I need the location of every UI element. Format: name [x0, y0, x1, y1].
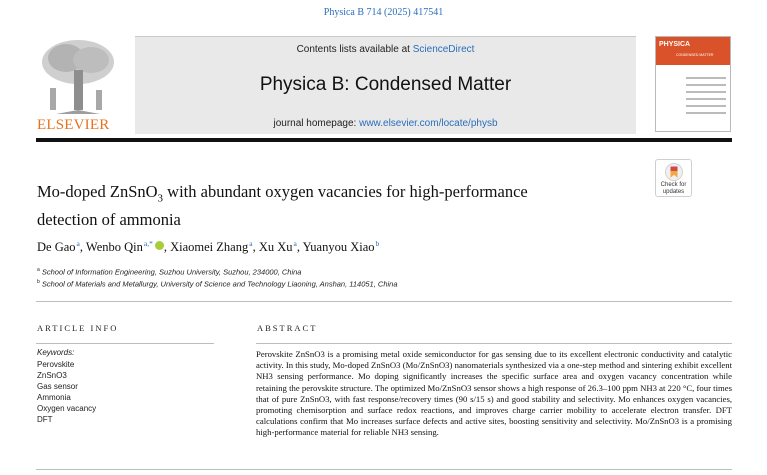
author-name[interactable]: Xiaomei Zhang: [170, 240, 249, 255]
bookmark-icon: [665, 163, 683, 181]
author-affiliation-mark[interactable]: b: [375, 239, 380, 248]
homepage-prefix: journal homepage:: [273, 118, 360, 129]
keyword-item: Perovskite: [37, 360, 75, 369]
cover-title: PHYSICA: [659, 41, 691, 48]
keyword-item: Ammonia: [37, 393, 71, 402]
cover-contents: [686, 77, 726, 119]
keyword-item: DFT: [37, 415, 53, 424]
article-info-rule: [36, 343, 214, 344]
author-affiliation-mark[interactable]: a,*: [143, 239, 153, 248]
journal-cover-thumbnail[interactable]: [655, 36, 731, 132]
orcid-icon[interactable]: [155, 241, 164, 250]
section-divider: [36, 301, 732, 302]
check-for-updates-label: Check for updates: [660, 182, 687, 195]
cover-subtitle: CONDENSED MATTER: [676, 53, 714, 57]
abstract-heading: ABSTRACT: [257, 323, 318, 333]
affiliation-b: $^b$ School of Materials and Metallurgy, University of Science and Technology Liaoning, Anshan, 114051, China: [37, 279, 398, 289]
bottom-divider: [36, 469, 732, 470]
keyword-item: ZnSnO3: [37, 371, 67, 380]
check-for-updates-button[interactable]: [655, 159, 692, 197]
contents-line: [135, 44, 636, 55]
homepage-line: [135, 118, 636, 129]
elsevier-tree-icon: [36, 38, 118, 116]
sciencedirect-link[interactable]: ScienceDirect: [412, 44, 475, 55]
elsevier-wordmark: ELSEVIER: [37, 117, 110, 133]
elsevier-logo[interactable]: [36, 38, 118, 134]
abstract-rule: [256, 343, 732, 344]
author-list: De Gao$^a$, Wenbo Qin$^{a,*}$ , Xiaomei Zhang$^a$, Xu Xu$^a$, Yuanyou Xiao$^b$: [37, 239, 380, 255]
affiliation-a: $^a$ School of Information Engineering, Suzhou University, Suzhou, 234000, China: [37, 267, 302, 277]
keyword-item: Gas sensor: [37, 382, 78, 391]
author-name[interactable]: Wenbo Qin: [85, 240, 143, 255]
keyword-item: Oxygen vacancy: [37, 404, 97, 413]
author-affiliation-mark[interactable]: a: [249, 239, 253, 248]
author-affiliation-mark[interactable]: a: [76, 239, 80, 248]
author-name[interactable]: Yuanyou Xiao: [302, 240, 375, 255]
article-title: Mo-doped ZnSnO$_3$ with abundant oxygen vacancies for high-performance detection of ammonia: [37, 182, 528, 230]
author-name[interactable]: De Gao: [37, 240, 76, 255]
header-rule: [36, 138, 732, 142]
contents-prefix: Contents lists available at: [296, 44, 413, 55]
journal-title: Physica B: Condensed Matter: [259, 74, 512, 95]
abstract-text: Perovskite ZnSnO3 is a promising metal oxide semiconductor for gas sensing due to its excellent electronic conductivity and catalytic activity. In this study, Mo-doped ZnSnO3 (Mo/ZnSnO3) nanomaterials synthesized via a one-step method and sintering exhibit excellent NH3 sensing performance. Mo doping significantly increases the specific surface area and oxygen vacancy concentration while retaining the perovskite structure. The optimized Mo/ZnSnO3 sensor shows a high response of 26.3–100 ppm NH3 at 220 °C, four times that of pure ZnSnO3, with fast response/recovery times (90 s/15 s) and good stability and selectivity. Mo enhances oxygen vacancies, promoting chemisorption and surface redox reactions, and improves charge carrier mobility to accelerate electron transfer. DFT calculations confirm that Mo increases surface defects and active sites, boosting sensitivity and selectivity. Mo/ZnSnO3 is a promising high-performance material for reliable NH3 sensing.: [256, 349, 732, 438]
article-info-heading: ARTICLE INFO: [37, 323, 119, 333]
journal-reference[interactable]: Physica B 714 (2025) 417541: [323, 7, 444, 18]
cover-header: [656, 37, 730, 65]
author-affiliation-mark[interactable]: a: [293, 239, 297, 248]
author-name[interactable]: Xu Xu: [258, 240, 293, 255]
homepage-link[interactable]: www.elsevier.com/locate/physb: [359, 118, 498, 129]
keywords-label: Keywords:: [37, 348, 75, 357]
keywords-list: [37, 359, 96, 425]
journal-masthead: [135, 36, 636, 134]
